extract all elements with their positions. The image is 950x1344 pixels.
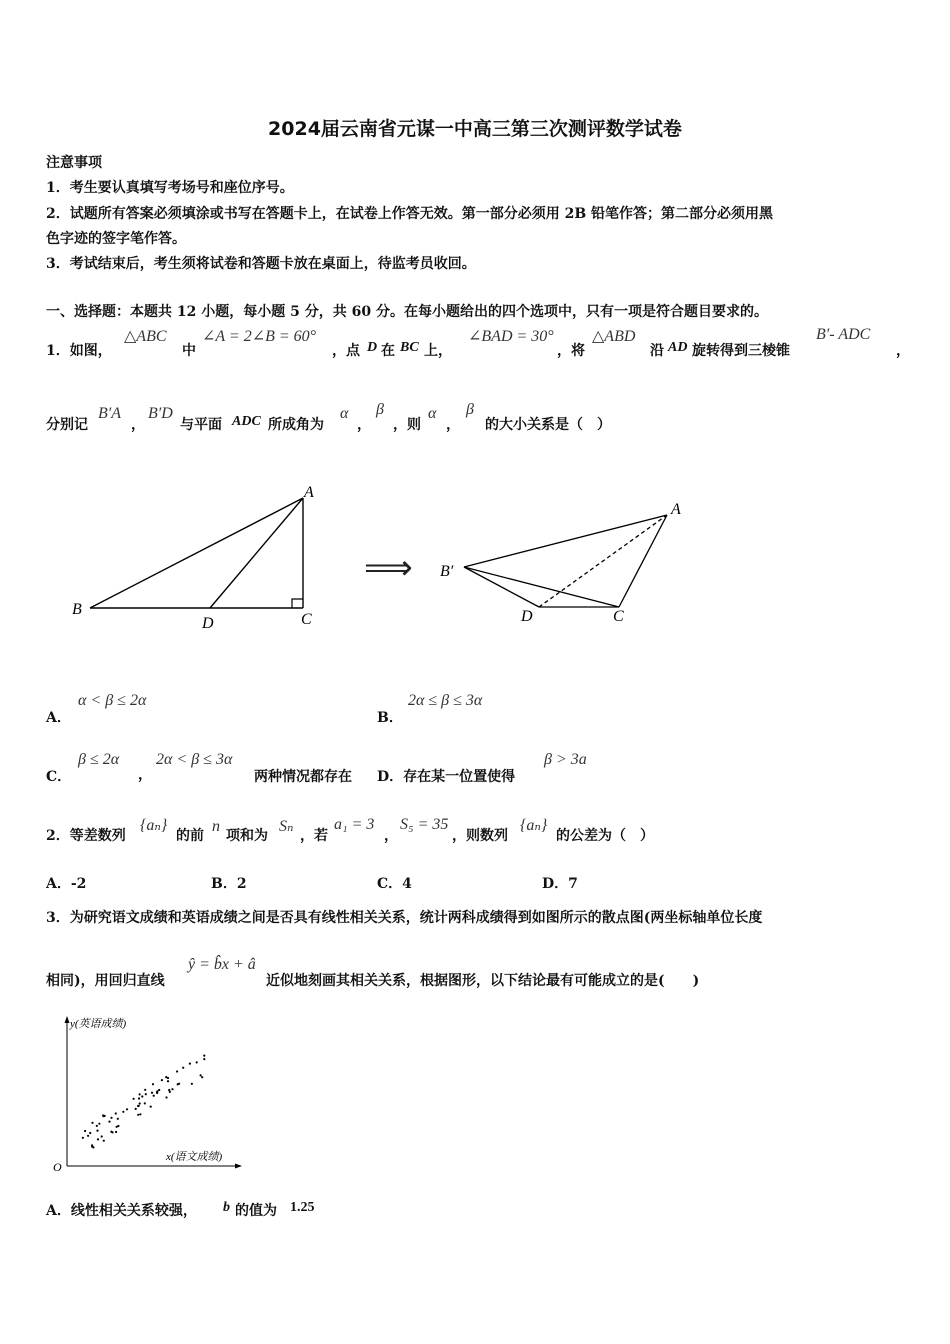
scatter-points xyxy=(82,1055,206,1149)
scatter-point xyxy=(108,1121,110,1123)
q1-formula: β xyxy=(376,401,384,418)
scatter-point xyxy=(203,1055,205,1057)
q3-option-a: A．线性相关关系较强， xyxy=(46,1203,197,1219)
scatter-point xyxy=(168,1089,170,1091)
scatter-point xyxy=(152,1083,154,1085)
segment-ca xyxy=(619,515,667,607)
scatter-point xyxy=(138,1097,140,1099)
q2-text: 2．等差数列 xyxy=(46,828,126,844)
q2-formula: a₁ = 3 xyxy=(334,816,375,833)
q1-text: 分别记 xyxy=(46,417,88,433)
option-c-sep: ， xyxy=(138,767,152,783)
option-c: C．4 xyxy=(377,876,412,892)
scatter-point xyxy=(137,1114,139,1116)
scatter-point xyxy=(101,1135,103,1137)
option-d: D．7 xyxy=(542,876,578,892)
q1-formula: B′A xyxy=(98,405,122,422)
q1-formula: B′- ADC xyxy=(816,326,871,343)
page-title: 2024届云南省元谋一中高三第三次测评数学试卷 xyxy=(268,118,682,140)
scatter-point xyxy=(84,1130,86,1132)
q2-text: ，则数列 xyxy=(452,828,508,844)
q1-formula: △ABD xyxy=(592,328,636,345)
vertex-label: C xyxy=(301,611,312,628)
scatter-point xyxy=(115,1131,117,1133)
scatter-point xyxy=(196,1061,198,1063)
scatter-point xyxy=(144,1089,146,1091)
segment-ba xyxy=(464,515,667,567)
scatter-point xyxy=(150,1106,152,1108)
scatter-point xyxy=(82,1137,84,1139)
q2-formula: {aₙ} xyxy=(140,817,168,834)
vertex-label: D xyxy=(521,608,533,625)
q2-text: ，若 xyxy=(300,828,328,844)
q1-formula: ∠A = 2∠B = 60° xyxy=(202,328,317,345)
notes-item: 色字迹的签字笔作答。 xyxy=(46,231,186,247)
q2-text: ， xyxy=(384,828,398,844)
q1-text: ， xyxy=(131,417,145,433)
notes-item: 3．考试结束后，考生须将试卷和答题卡放在桌面上，待监考员收回。 xyxy=(46,256,476,272)
x-axis-label: x(语文成绩) xyxy=(166,1151,223,1163)
segment-bd xyxy=(464,567,539,607)
scatter-point xyxy=(165,1096,167,1098)
q1-text: ，则 xyxy=(393,417,421,433)
scatter-plot xyxy=(50,1014,250,1180)
scatter-point xyxy=(110,1117,112,1119)
scatter-point xyxy=(110,1131,112,1133)
q1-var: BC xyxy=(400,340,419,355)
vertex-label: B′ xyxy=(440,563,454,580)
q2-formula: {aₙ} xyxy=(520,817,548,834)
scatter-point xyxy=(137,1105,139,1107)
q3-text: 3．为研究语文成绩和英语成绩之间是否具有线性相关关系，统计两科成绩得到如图所示的散点图(两坐标轴单位长度 xyxy=(46,910,763,926)
option-c-text: 两种情况都存在 xyxy=(254,769,352,785)
q3-option-a: 的值为 xyxy=(235,1203,277,1219)
scatter-point xyxy=(126,1108,128,1110)
q3-text: 相同)，用回归直线 xyxy=(46,973,165,989)
option-c-formula: β ≤ 2α xyxy=(78,751,120,768)
q1-text: ，点 xyxy=(332,343,360,359)
scatter-point xyxy=(176,1070,178,1072)
scatter-point xyxy=(97,1138,99,1140)
q1-text: 沿 xyxy=(650,343,664,359)
scatter-point xyxy=(141,1095,143,1097)
scatter-point xyxy=(87,1135,89,1137)
q1-formula: B′D xyxy=(148,405,173,422)
scatter-point xyxy=(89,1132,91,1134)
q2-formula: Sₙ xyxy=(279,818,294,835)
scatter-point xyxy=(133,1098,135,1100)
q1-text: 中 xyxy=(182,343,196,359)
option-label: B． xyxy=(377,710,403,726)
q1-text: 1．如图， xyxy=(46,343,112,359)
section-heading: 一、选择题：本题共 12 小题，每小题 5 分，共 60 分。在每小题给出的四个选项中，只有一项是符合题目要求的。 xyxy=(46,304,768,320)
q2-formula: S₅ = 35 xyxy=(400,816,449,833)
option-label: A． xyxy=(46,710,71,726)
q1-formula: α xyxy=(340,405,349,422)
scatter-point xyxy=(167,1077,169,1079)
q1-formula: α xyxy=(428,405,437,422)
scatter-point xyxy=(103,1140,105,1142)
vertex-label: D xyxy=(202,615,214,632)
scatter-point xyxy=(200,1074,202,1076)
scatter-point xyxy=(144,1102,146,1104)
y-axis-label: y(英语成绩) xyxy=(70,1018,127,1030)
option-d-text: D．存在某一位置使得 xyxy=(377,769,516,785)
scatter-point xyxy=(139,1113,141,1115)
x-axis-arrow-icon xyxy=(235,1164,242,1169)
q1-text: ， xyxy=(896,343,910,359)
q3-formula: ŷ = b̂x + â xyxy=(188,956,256,973)
q1-text: 与平面 xyxy=(180,417,222,433)
scatter-point xyxy=(169,1091,171,1093)
q2-text: 的前 xyxy=(176,828,204,844)
origin-label: O xyxy=(53,1160,62,1174)
scatter-point xyxy=(122,1111,124,1113)
q3-option-a-var: b xyxy=(223,1200,230,1215)
q1-text: ，将 xyxy=(557,343,585,359)
q1-var: ADC xyxy=(232,414,261,429)
notes-item: 1．考生要认真填写考场号和座位序号。 xyxy=(46,180,294,196)
q3-option-a-value: 1.25 xyxy=(290,1200,315,1215)
segment-da-hidden xyxy=(539,515,667,607)
scatter-point xyxy=(117,1118,119,1120)
scatter-point xyxy=(135,1108,137,1110)
right-angle-mark xyxy=(292,599,303,608)
option-c-formula: 2α < β ≤ 3α xyxy=(156,751,233,768)
option-b: B．2 xyxy=(211,876,247,892)
triangle-figure xyxy=(60,478,330,638)
scatter-point xyxy=(203,1058,205,1060)
q1-text: 旋转得到三棱锥 xyxy=(692,343,790,359)
vertex-label: B xyxy=(72,601,82,618)
scatter-point xyxy=(96,1125,98,1127)
option-label: C． xyxy=(46,769,72,785)
q1-var: D xyxy=(367,340,378,355)
notes-item: 2．试题所有答案必须填涂或书写在答题卡上，在试卷上作答无效。第一部分必须用 2B 铅笔作答；第二部分必须用黑 xyxy=(46,206,774,222)
q1-text: 所成角为 xyxy=(268,417,324,433)
scatter-point xyxy=(145,1093,147,1095)
vertex-label: C xyxy=(613,608,624,625)
segment-bc xyxy=(464,567,619,607)
scatter-point xyxy=(153,1095,155,1097)
scatter-point xyxy=(191,1083,193,1085)
tetrahedron-figure xyxy=(430,490,710,630)
vertex-label: A xyxy=(671,501,681,518)
y-axis-arrow-icon xyxy=(65,1016,70,1023)
option-d-formula: β > 3a xyxy=(544,751,587,768)
notes-heading: 注意事项 xyxy=(46,155,102,171)
scatter-point xyxy=(91,1122,93,1124)
scatter-point xyxy=(156,1092,158,1094)
scatter-point xyxy=(102,1114,104,1116)
scatter-point xyxy=(201,1076,203,1078)
scatter-point xyxy=(139,1102,141,1104)
q2-text: 的公差为（ ） xyxy=(556,828,654,844)
segment-ad xyxy=(210,498,303,608)
option-a: A．-2 xyxy=(46,876,87,892)
q1-formula: ∠BAD = 30° xyxy=(468,328,554,345)
option-a: α < β ≤ 2α xyxy=(78,692,147,709)
transform-arrow-icon: ⟹ xyxy=(364,548,413,588)
scatter-point xyxy=(115,1112,117,1114)
scatter-point xyxy=(177,1083,179,1085)
scatter-point xyxy=(182,1067,184,1069)
scatter-point xyxy=(139,1093,141,1095)
q1-text: ， xyxy=(357,417,371,433)
option-b: 2α ≤ β ≤ 3α xyxy=(408,692,483,709)
q3-text: 近似地刻画其相关关系，根据图形，以下结论最有可能成立的是( ) xyxy=(266,973,700,989)
q1-text: ， xyxy=(446,417,460,433)
segment-ab xyxy=(90,498,303,608)
q2-text: 项和为 xyxy=(226,828,268,844)
q1-text: 在 xyxy=(381,343,395,359)
vertex-label: A xyxy=(304,484,314,501)
q1-text: 上， xyxy=(424,343,452,359)
scatter-point xyxy=(92,1146,94,1148)
scatter-point xyxy=(116,1126,118,1128)
scatter-point xyxy=(167,1080,169,1082)
scatter-point xyxy=(96,1130,98,1132)
scatter-point xyxy=(151,1092,153,1094)
q2-formula: n xyxy=(212,818,220,835)
scatter-point xyxy=(98,1123,100,1125)
scatter-point xyxy=(158,1089,160,1091)
q1-var: AD xyxy=(668,340,688,355)
q1-text: 的大小关系是（ ） xyxy=(485,417,611,433)
q1-formula: △ABC xyxy=(124,328,167,345)
scatter-point xyxy=(189,1063,191,1065)
scatter-point xyxy=(171,1088,173,1090)
q1-formula: β xyxy=(466,401,474,418)
scatter-point xyxy=(161,1079,163,1081)
